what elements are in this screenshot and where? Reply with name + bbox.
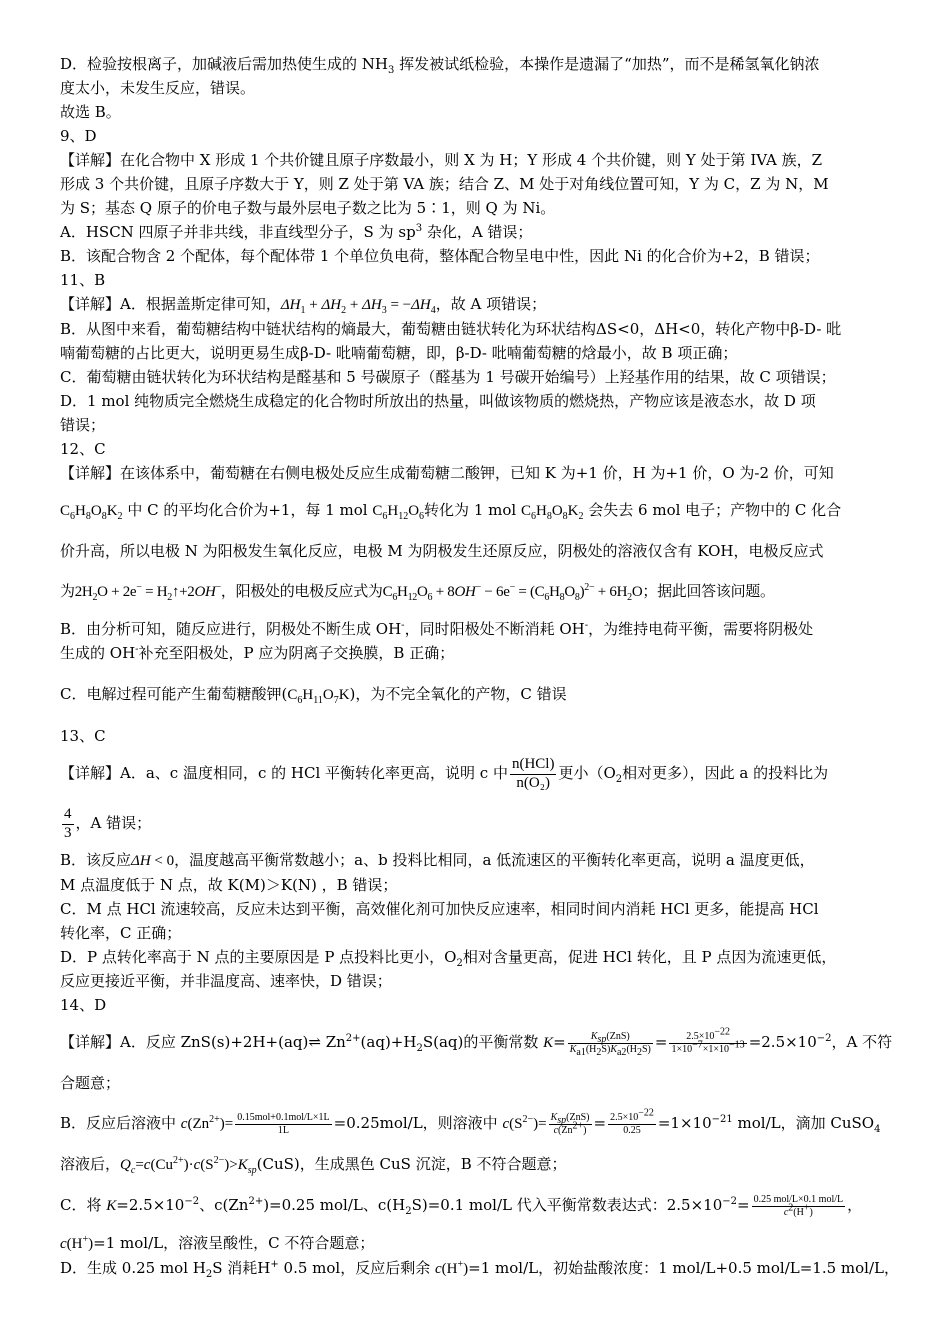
q12-option-b-2: 生成的 OH-补充至阳极处，P 应为阴离子交换膜，B 正确； <box>60 644 455 662</box>
formula-c6h8o8k2: $C_6H_8O_8K_2$ <box>60 503 123 522</box>
s-value-fraction: $\frac{2.5\times 10^{-22}}{0.25}$ <box>610 1107 654 1136</box>
hess-law-equation: $\Delta H_1 + \Delta H_2 + \Delta H_3 = -\Delta H_4$ <box>280 297 436 316</box>
q11-option-c: C．葡萄糖由链状转化为环状结构是醛基和 5 号碳原子（醛基为 1 号碳开始编号）上羟基作用的结果，故 C 项错误； <box>60 368 836 386</box>
q11-option-d-2: 错误； <box>60 416 106 434</box>
q8-conclusion: 故选 B。 <box>60 103 121 121</box>
k-value-fraction: $\frac{2.5\times 10^{-22}}{1\times 10^{-7}\times 1\times 10^{-13}}$ <box>671 1026 745 1055</box>
q9-detail-2: 形成 3 个共价键，且原子序数大于 Y，则 Z 处于第 VA 族；结合 Z、M 处于对角线位置可知，Y 为 C，Z 为 N，M <box>60 175 829 193</box>
q14-header: 14、D <box>60 996 107 1014</box>
q14-option-a-2: 合题意； <box>60 1074 121 1092</box>
q14-option-c-2: c(H+)=1 mol/L，溶液呈酸性，C 不符合题意； <box>60 1234 375 1252</box>
h-concentration-fraction: $\frac{\text{0.25 mol/L×0.1 mol/L}}{c^2(H^+)}$ <box>753 1194 844 1218</box>
q13-option-d-1: D．P 点转化率高于 N 点的主要原因是 P 点投料比更小，$O_2$相对含量更高，促进 HCl 转化，且 P 点因为流速更低， <box>60 948 837 969</box>
q9-header: 9、D <box>60 127 97 145</box>
q12-detail-1: 【详解】在该体系中，葡萄糖在右侧电极处反应生成葡萄糖二酸钾，已知 K 为+1 价，H 为+1 价，O 为-2 价，可知 <box>60 464 834 482</box>
q13-option-a-2: $\frac{4}{3}$ ，A 错误； <box>64 806 152 841</box>
q12-option-b-1: B．由分析可知，随反应进行，阴极处不断生成 OH-，同时阳极处不断消耗 OH-，为维持电荷平衡，需要将阴极处 <box>60 620 814 638</box>
q12-detail-2: $C_6H_8O_8K_2$ 中 C 的平均化合价为+1，每 1 mol $C_6H_{12}O_6$转化为 1 mol $C_6H_8O_8K_2$ 会失去 6 mol 电子；产物中的 C 化合 <box>60 501 842 522</box>
q13-option-d-2: 反应更接近平衡，并非温度高、速率快，D 错误； <box>60 972 392 990</box>
q12-option-c: C．电解过程可能产生葡萄糖酸钾$(C_6H_{11}O_7K)$，为不完全氧化的产物，C 错误 <box>60 685 567 706</box>
cathode-equation: $2H_2O + 2e^-$ = $H_2↑+2OH^-$ <box>74 582 221 603</box>
k-expression-fraction: $\frac{K_{sp}(ZnS)}{K_{a1}(H_2S)K_{a2}(H_2S)}$ <box>569 1031 651 1058</box>
q14-option-a-1: 【详解】A．反应 ZnS(s)+2H+(aq)⇌ $Zn^{2+}(aq)+H_2S(aq)$的平衡常数 K= $\frac{K_{sp}(ZnS)}{K_{a1}(H_2S)K_{a2}(H_2S)}$ = $\frac{2.5\times 10^{-22}}{1\times 10^{-7}\times 1\times 10^{-13}}$ $=2.5\times 10^{-2}$，A 不符 <box>60 1026 893 1058</box>
q8-option-d-line1: D．检验按根离子，加碱液后需加热使生成的 $NH_3$ 挥发被试纸检验，本操作是遗漏了“加热”，而不是稀氢氧化钠浓 <box>60 55 820 76</box>
q13-option-b-1: B．该反应ΔH < 0，温度越高平衡常数越小；a、b 投料比相同，a 低流速区的平衡转化率更高，说明 a 温度更低， <box>60 851 815 869</box>
feed-ratio-fraction: $\frac{4}{3}$ <box>64 806 72 841</box>
q12-header: 12、C <box>60 440 106 458</box>
zn-concentration-fraction: $\frac{\text{0.15mol+0.1mol/L×1L}}{1L}$ <box>237 1112 330 1136</box>
document-page <box>60 52 899 1281</box>
q11-option-a: 【详解】A．根据盖斯定律可知，$\Delta H_1 + \Delta H_2 + \Delta H_3 = -\Delta H_4$，故 A 项错误； <box>60 295 547 316</box>
q13-header: 13、C <box>60 727 106 745</box>
q9-option-a: A．HSCN 四原子并非共线，非直线型分子，S 为 $sp^3$ 杂化，A 错误； <box>60 223 533 241</box>
q14-option-d-1: D．生成 0.25 mol $H_2S$ 消耗H+ 0.5 mol，反应后剩余 c(H+)=1 mol/L，初始盐酸浓度：1 mol/L+0.5 mol/L=1.5 mol/L， <box>60 1259 899 1280</box>
q9-option-b: B．该配合物含 2 个配体，每个配体带 1 个单位负电荷，整体配合物呈电中性，因此 Ni 的化合价为+2，B 错误； <box>60 247 820 265</box>
ratio-fraction: $\frac{\text{n(HCl)}}{\text{n(O₂)}}$ <box>511 756 555 791</box>
q14-option-c-1: C．将 $K=2.5\times 10^{-2}$、$c(Zn^{2+})=0.25$ mol/L、$c(H_2S)=0.1$ mol/L 代入平衡常数表达式：$2.5\times 10^{-2}=$ $\frac{\text{0.25 mol/L×0.1 mol/L}}{c^2(H^+)}$ ， <box>60 1194 863 1218</box>
formula-c6h8o8k2-b: $C_6H_8O_8K_2$ <box>520 503 584 522</box>
q11-option-b-1: B．从图中来看，葡萄糖结构中链状结构的熵最大，葡萄糖由链状转化为环状结构ΔS<0，ΔH<0，转化产物中β-D- 吡 <box>60 320 842 338</box>
q12-detail-3: 价升高，所以电极 N 为阳极发生氧化反应，电极 M 为阴极发生还原反应，阴极处的溶液仅含有 KOH，电极反应式 <box>60 542 824 560</box>
q13-option-c-1: C．M 点 HCl 流速较高，反应未达到平衡，高效催化剂可加快反应速率，相同时间内消耗 HCl 更多，能提高 HCl <box>60 900 819 918</box>
s-concentration-fraction: $\frac{K_{sp}(ZnS)}{c(Zn^{2+})}$ <box>550 1112 590 1136</box>
formula-c6h12o6: $C_6H_{12}O_6$ <box>372 503 425 522</box>
q13-option-c-2: 转化率，C 正确； <box>60 924 182 942</box>
q13-option-a-1: 【详解】A．a、c 温度相同，c 的 HCl 平衡转化率更高，说明 c 中 $\frac{\text{n(HCl)}}{\text{n(O₂)}}$ 更小（$O_2$相对更多），因此 a 的投料比为 <box>60 756 829 791</box>
q9-detail-3: 为 S；基态 Q 原子的价电子数与最外层电子数之比为 5∶1，则 Q 为 Ni。 <box>60 199 556 217</box>
q12-detail-4: 为$2H_2O + 2e^-$ = $H_2↑+2OH^-$，阳极处的电极反应式为$C_6H_{12}O_6 + 8OH^- - 6e^- = (C_6H_8O_8)^{2-} + 6H_2O$；据此回答该问题。 <box>60 582 775 603</box>
q11-option-b-2: 喃葡萄糖的占比更大，说明更易生成β-D- 吡喃葡萄糖，即，β-D- 吡喃葡萄糖的焓最小，故 B 项正确； <box>60 344 738 362</box>
q11-option-d-1: D．1 mol 纯物质完全燃烧生成稳定的化合物时所放出的热量，叫做该物质的燃烧热，产物应该是液态水，故 D 项 <box>60 392 816 410</box>
q9-detail-1: 【详解】在化合物中 X 形成 1 个共价键且原子序数最小，则 X 为 H；Y 形成 4 个共价键，则 Y 处于第 IVA 族，Z <box>60 151 823 169</box>
formula-c6h11o7k: $C_6H_{11}O_7K$ <box>287 687 350 706</box>
q11-header: 11、B <box>60 271 106 289</box>
q14-option-b-1: B．反应后溶液中 $c(Zn^{2+})=$ $\frac{\text{0.15mol+0.1mol/L×1L}}{1L}$ =0.25mol/L，则溶液中 $c(S^{2-})=$ $\frac{K_{sp}(ZnS)}{c(Zn^{2+})}$ = $\frac{2.5\times 10^{-22}}{0.25}$ $=1\times 10^{-21}$ mol/L，滴加 CuSO$_4$ <box>60 1107 881 1136</box>
q14-option-b-2: 溶液后，$Q_c=c(Cu^{2+})\cdot c(S^{2-})>K_{sp}(CuS)$，生成黑色 CuS 沉淀，B 不符合题意； <box>60 1155 567 1176</box>
q13-option-b-2: M 点温度低于 N 点，故 K(M)＞K(N) ，B 错误； <box>60 876 398 894</box>
q8-option-d-line2: 度太小，未发生反应，错误。 <box>60 79 256 97</box>
anode-equation: $C_6H_{12}O_6 + 8OH^- - 6e^- = (C_6H_8O_8)^{2-} + 6H_2O$ <box>382 582 643 603</box>
